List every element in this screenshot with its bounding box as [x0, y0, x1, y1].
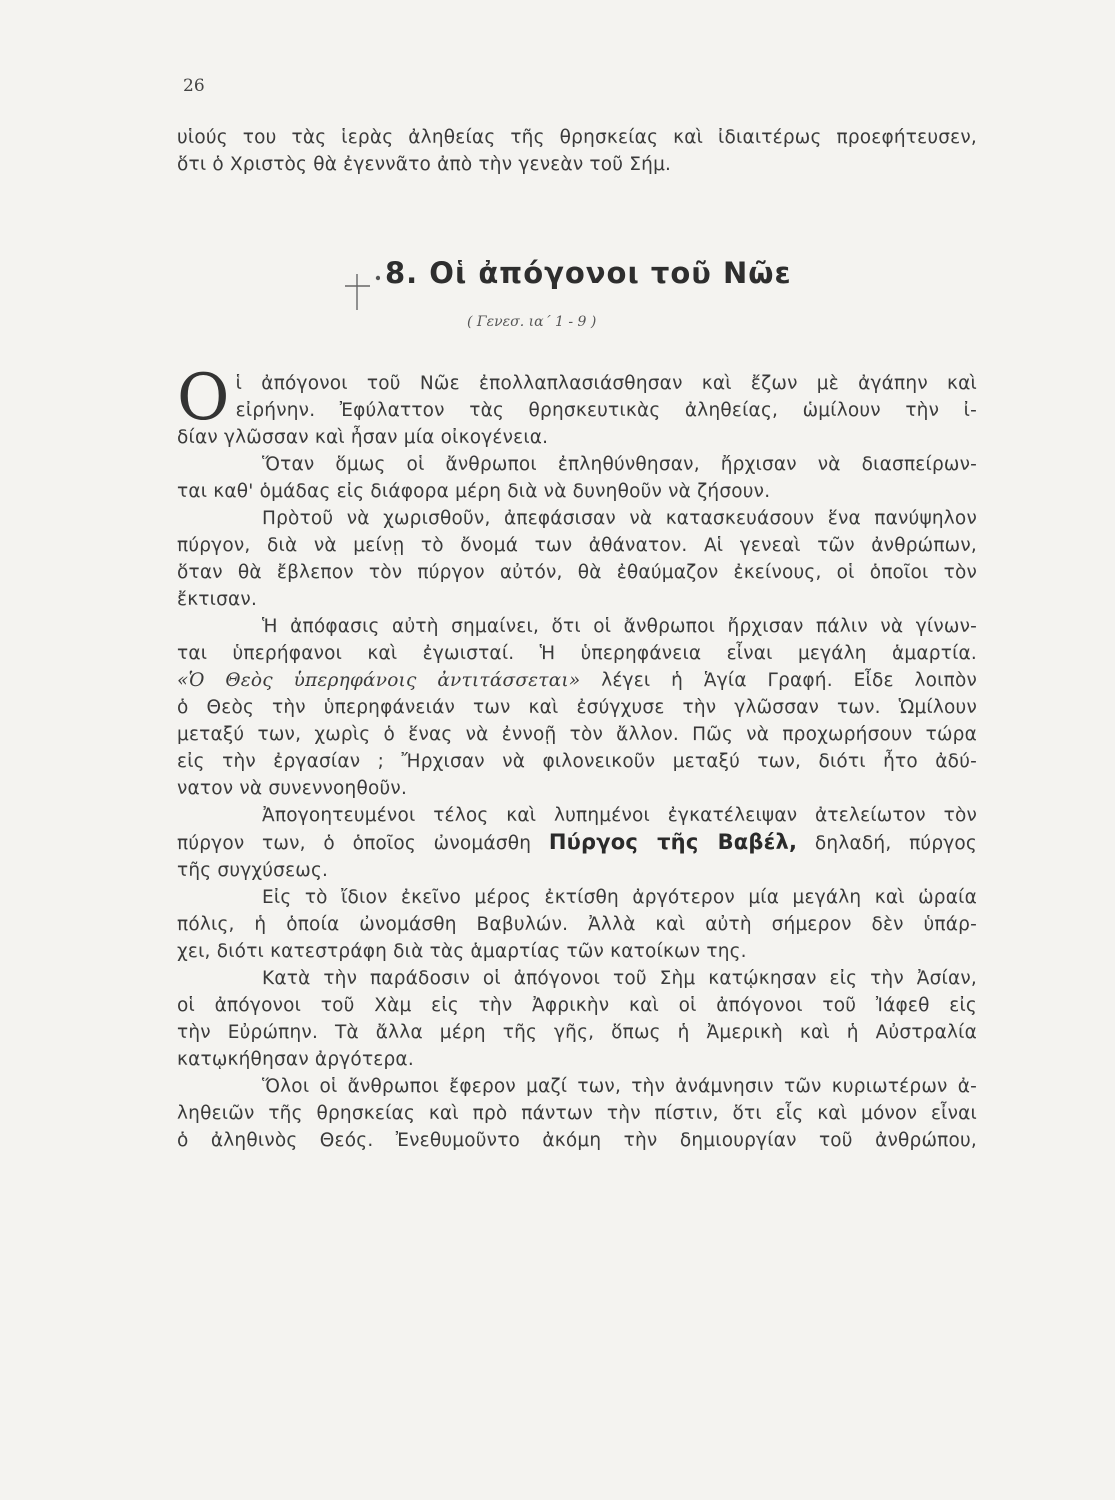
text-line: Ὅταν ὅμως οἱ ἄνθρωποι ἐπληθύνθησαν, ἤρχισαν νὰ διασπείρων-	[262, 454, 977, 475]
text-line: ἱ ἀπόγονοι τοῦ Νῶε ἐπολλαπλασιάσθησαν καὶ ἔζων μὲ ἀγάπην καὶ	[235, 373, 977, 394]
bold-term: Πύργος τῆς Βαβέλ,	[548, 830, 798, 854]
paragraph-1	[177, 361, 977, 451]
text-line	[177, 667, 977, 694]
text-line: Ἡ ἀπόφασις αὐτὴ σημαίνει, ὅτι οἱ ἄνθρωποι ἤρχισαν πάλιν νὰ γίνων-	[262, 616, 977, 637]
text-line: δίαν γλῶσσαν καὶ ἦσαν μία οἰκογένεια.	[177, 427, 549, 448]
text-line: Ἀπογοητευμένοι τέλος καὶ λυπημένοι ἐγκατέλειψαν ἀτελείωτον τὸν	[262, 805, 977, 826]
drop-cap: Ο	[177, 361, 230, 435]
text-line: ὅτι ὁ Χριστὸς θὰ ἐγεννᾶτο ἀπὸ τὴν γενεὰν τοῦ Σήμ.	[177, 154, 672, 175]
text-span: πύργον των, ὁ ὁποῖος ὠνομάσθη	[177, 833, 549, 854]
text-line: ται ὑπερήφανοι καὶ ἐγωισταί. Ἡ ὑπερηφάνεια εἶναι μεγάλη ἁμαρτία.	[177, 643, 977, 664]
paragraph-6	[177, 884, 977, 965]
text-line: οἱ ἀπόγονοι τοῦ Χὰμ εἰς τὴν Ἀφρικὴν καὶ οἱ ἀπόγονοι τοῦ Ἰάφεθ εἰς	[177, 995, 977, 1016]
scripture-reference: ( Γενεσ. ια΄ 1 - 9 )	[467, 314, 597, 330]
cross-mark-icon	[340, 274, 380, 314]
text-line: κατῳκήθησαν ἀργότερα.	[177, 1049, 414, 1070]
body-text	[177, 361, 978, 1154]
paragraph-5	[177, 802, 977, 884]
text-line: Πρὸτοῦ νὰ χωρισθοῦν, ἀπεφάσισαν νὰ κατασκευάσουν ἕνα πανύψηλον	[262, 508, 977, 529]
text-span: δηλαδή, πύργος	[797, 833, 977, 854]
page-number: 26	[183, 76, 205, 96]
paragraph-7	[177, 965, 977, 1073]
text-line: πύργον, διὰ νὰ μείνῃ τὸ ὄνομά των ἀθάνατον. Αἱ γενεαὶ τῶν ἀνθρώπων,	[177, 535, 977, 556]
text-line: εἰρήνην. Ἐφύλαττον τὰς θρησκευτικὰς ἀληθείας, ὡμίλουν τὴν ἰ-	[235, 400, 977, 421]
text-line: χει, διότι κατεστράφη διὰ τὰς ἁμαρτίας τῶν κατοίκων της.	[177, 941, 747, 962]
paragraph-2	[177, 451, 977, 505]
text-line	[177, 829, 977, 857]
scripture-quote: «Ὁ Θεὸς ὑπερηφάνοις ἀντιτάσσεται»	[177, 670, 581, 691]
paragraph-8	[177, 1073, 977, 1154]
intro-text	[177, 124, 977, 178]
text-span: λέγει ἡ Ἁγία Γραφή. Εἶδε λοιπὸν	[580, 670, 978, 691]
text-line: ὁ Θεὸς τὴν ὑπερηφάνειάν των καὶ ἐσύγχυσε τὴν γλῶσσαν των. Ὡμίλουν	[177, 697, 977, 718]
text-line: νατον νὰ συνεννοηθοῦν.	[177, 778, 408, 799]
text-line: ἔκτισαν.	[177, 589, 258, 610]
text-line: τῆς συγχύσεως.	[177, 860, 329, 881]
text-line: Κατὰ τὴν παράδοσιν οἱ ἀπόγονοι τοῦ Σὴμ κατῴκησαν εἰς τὴν Ἀσίαν,	[262, 968, 977, 989]
text-line: Ὅλοι οἱ ἄνθρωποι ἔφερον μαζί των, τὴν ἀνάμνησιν τῶν κυριωτέρων ἀ-	[262, 1076, 977, 1097]
paragraph-4	[177, 613, 977, 802]
text-line: ληθειῶν τῆς θρησκείας καὶ πρὸ πάντων τὴν πίστιν, ὅτι εἷς καὶ μόνον εἶναι	[177, 1103, 977, 1124]
text-line: ται καθ' ὁμάδας εἰς διάφορα μέρη διὰ νὰ δυνηθοῦν νὰ ζήσουν.	[177, 481, 771, 502]
text-line: υἱούς του τὰς ἱερὰς ἀληθείας τῆς θρησκείας καὶ ἰδιαιτέρως προεφήτευσεν,	[177, 127, 977, 148]
text-line: Εἰς τὸ ἴδιον ἐκεῖνο μέρος ἐκτίσθη ἀργότερον μία μεγάλη καὶ ὡραία	[262, 887, 977, 908]
text-line: εἰς τὴν ἐργασίαν ; Ἤρχισαν νὰ φιλονεικοῦν μεταξύ των, διότι ἦτο ἀδύ-	[177, 751, 977, 772]
text-line: μεταξύ των, χωρὶς ὁ ἕνας νὰ ἐννοῇ τὸν ἄλλον. Πῶς νὰ προχωρήσουν τώρα	[177, 724, 977, 745]
text-line: πόλις, ἡ ὁποία ὠνομάσθη Βαβυλών. Ἀλλὰ καὶ αὐτὴ σήμερον δὲν ὑπάρ-	[177, 914, 977, 935]
text-line: τὴν Εὐρώπην. Τὰ ἄλλα μέρη τῆς γῆς, ὅπως ἡ Ἀμερικὴ καὶ ἡ Αὐστραλία	[177, 1022, 977, 1043]
text-line: ὅταν θὰ ἔβλεπον τὸν πύργον αὐτόν, θὰ ἐθαύμαζον ἐκείνους, οἱ ὁποῖοι τὸν	[177, 562, 977, 583]
chapter-title: 8. Οἱ ἀπόγονοι τοῦ Νῶε	[385, 256, 792, 290]
paragraph-3	[177, 505, 977, 613]
text-line: ὁ ἀληθινὸς Θεός. Ἐνεθυμοῦντο ἀκόμη τὴν δημιουργίαν τοῦ ἀνθρώπου,	[177, 1130, 977, 1151]
